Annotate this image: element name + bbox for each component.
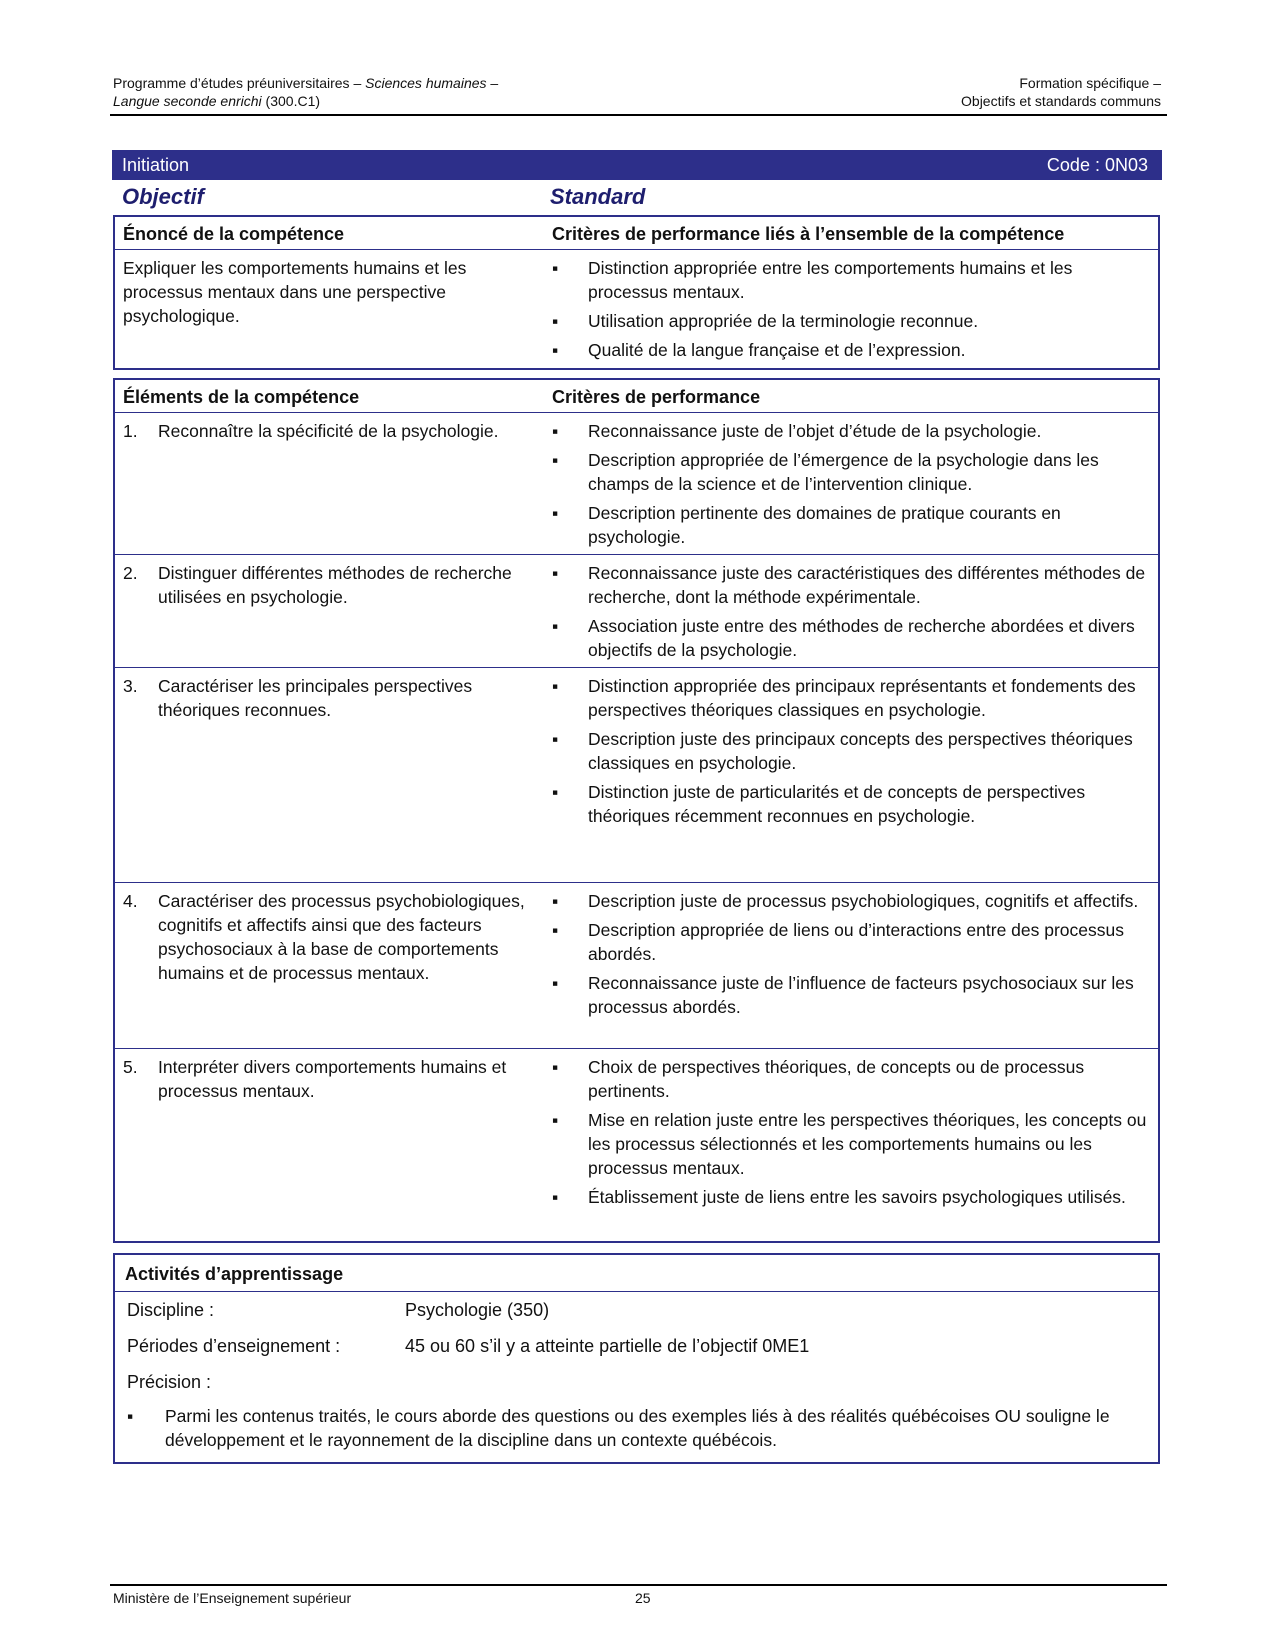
footer-rule — [110, 1584, 1167, 1586]
bullet-icon: ▪ — [552, 258, 559, 278]
footer-ministry: Ministère de l’Enseignement supérieur — [113, 1590, 352, 1606]
element-criteria-list — [552, 674, 1152, 833]
element-number: 3. — [123, 676, 138, 696]
list-item — [552, 256, 1152, 304]
list-item — [552, 338, 1152, 362]
element-criteria-list — [552, 1055, 1152, 1214]
header-program: Programme d’études préuniversitaires – — [113, 75, 366, 91]
criterion-text: Reconnaissance juste des caractéristiques des différentes méthodes de recherche, dont la méthode expérimentale. — [588, 563, 1146, 607]
bullet-icon: ▪ — [552, 616, 559, 636]
bullet-icon: ▪ — [552, 563, 559, 583]
header-profile: Langue seconde enrichi — [113, 93, 262, 109]
bullet-icon: ▪ — [552, 1057, 559, 1077]
element-row-5 — [115, 1049, 1158, 1241]
element-number: 5. — [123, 1057, 138, 1077]
element-row-3 — [115, 668, 1158, 883]
criterion-text: Reconnaissance juste de l’influence de facteurs psychosociaux sur les processus abordés. — [588, 973, 1134, 1017]
header-program-name: Sciences humaines — [365, 75, 487, 91]
elements-criteria-heading: Critères de performance — [552, 387, 761, 407]
precision-bullet — [115, 1400, 1158, 1462]
bullet-icon: ▪ — [552, 450, 559, 470]
header-right-line2: Objectifs et standards communs — [961, 93, 1161, 109]
element-row-2 — [115, 555, 1158, 668]
element-number: 2. — [123, 563, 138, 583]
competence-box — [113, 215, 1160, 370]
criterion-text: Reconnaissance juste de l’objet d’étude de la psychologie. — [588, 421, 1042, 441]
list-item — [552, 889, 1152, 913]
bullet-icon: ▪ — [552, 729, 559, 749]
bullet-icon: ▪ — [552, 1187, 559, 1207]
element-row-1 — [115, 413, 1158, 555]
discipline-line — [115, 1292, 1158, 1328]
element-criteria-list — [552, 889, 1152, 1024]
list-item — [552, 448, 1152, 496]
header-rule — [110, 114, 1167, 116]
list-item — [552, 918, 1152, 966]
precision-text: Parmi les contenus traités, le cours aborde des questions ou des exemples liés à des réalités québécoises OU souligne le développement et le rayonnement de la discipline dans un contexte québécois. — [165, 1406, 1110, 1450]
element-text: Caractériser des processus psychobiologiques, cognitifs et affectifs ainsi que des facteurs psychosociaux à la base de comportements humains et de processus mentaux. — [158, 891, 525, 983]
elements-box — [113, 378, 1160, 1243]
bullet-icon: ▪ — [552, 676, 559, 696]
competence-criteria-heading: Critères de performance liés à l’ensemble de la compétence — [552, 224, 1065, 244]
precision-line — [115, 1364, 1158, 1400]
criterion-text: Association juste entre des méthodes de recherche abordées et divers objectifs de la psychologie. — [588, 616, 1135, 660]
periods-line — [115, 1328, 1158, 1364]
course-code: Code : 0N03 — [1046, 155, 1148, 175]
criterion-text: Description pertinente des domaines de pratique courants en psychologie. — [588, 503, 1061, 547]
criterion-text: Description appropriée de l’émergence de la psychologie dans les champs de la science et de l’intervention clinique. — [588, 450, 1099, 494]
element-number: 1. — [123, 421, 138, 441]
competence-box-header — [115, 217, 1158, 250]
element-text: Reconnaître la spécificité de la psychologie. — [158, 421, 499, 441]
criterion-text: Description appropriée de liens ou d’interactions entre des processus abordés. — [588, 920, 1124, 964]
list-item — [552, 501, 1152, 549]
section-label-objectif: Objectif — [122, 184, 204, 209]
header-right-line1: Formation spécifique – — [1019, 75, 1161, 91]
section-label-standard: Standard — [550, 184, 646, 209]
competence-criteria-list — [552, 256, 1152, 367]
competence-row — [115, 250, 1158, 370]
bullet-icon: ▪ — [127, 1406, 134, 1426]
bullet-icon: ▪ — [552, 340, 559, 360]
periods-value: 45 ou 60 s’il y a atteinte partielle de l’objectif 0ME1 — [405, 1336, 810, 1356]
list-item — [552, 309, 1152, 333]
course-title: Initiation — [122, 155, 190, 175]
header-profile-code: (300.C1) — [261, 93, 321, 109]
bullet-icon: ▪ — [552, 1110, 559, 1130]
title-bar — [112, 150, 1162, 180]
list-item — [552, 1185, 1152, 1209]
criterion-text: Mise en relation juste entre les perspectives théoriques, les concepts ou les processus sélectionnés et les comportements humains ou les processus mentaux. — [588, 1110, 1147, 1178]
list-item — [552, 1108, 1152, 1180]
activities-box — [113, 1253, 1160, 1464]
list-item — [552, 971, 1152, 1019]
elements-heading: Éléments de la compétence — [123, 387, 360, 407]
criterion-text: Description juste des principaux concepts des perspectives théoriques classiques en psychologie. — [588, 729, 1133, 773]
page-number: 25 — [635, 1590, 651, 1606]
elements-box-header — [115, 380, 1158, 413]
bullet-icon: ▪ — [552, 920, 559, 940]
element-criteria-list — [552, 419, 1152, 554]
list-item — [552, 614, 1152, 662]
element-number: 4. — [123, 891, 138, 911]
discipline-label: Discipline : — [127, 1300, 215, 1320]
bullet-icon: ▪ — [552, 782, 559, 802]
list-item — [552, 780, 1152, 828]
list-item — [552, 674, 1152, 722]
list-item — [552, 419, 1152, 443]
discipline-value: Psychologie (350) — [405, 1300, 550, 1320]
activities-heading: Activités d’apprentissage — [115, 1255, 1158, 1292]
criterion-text: Établissement juste de liens entre les savoirs psychologiques utilisés. — [588, 1187, 1126, 1207]
list-item — [552, 1055, 1152, 1103]
bullet-icon: ▪ — [552, 311, 559, 331]
element-criteria-list — [552, 561, 1152, 667]
criterion-text: Utilisation appropriée de la terminologie reconnue. — [588, 311, 979, 331]
list-item — [552, 727, 1152, 775]
element-text: Distinguer différentes méthodes de recherche utilisées en psychologie. — [158, 563, 512, 607]
bullet-icon: ▪ — [552, 891, 559, 911]
element-text: Caractériser les principales perspectives théoriques reconnues. — [158, 676, 473, 720]
competence-statement-heading: Énoncé de la compétence — [123, 224, 345, 244]
bullet-icon: ▪ — [552, 421, 559, 441]
bullet-icon: ▪ — [552, 503, 559, 523]
header-left-line1 — [113, 74, 498, 92]
criterion-text: Distinction appropriée des principaux représentants et fondements des perspectives théoriques classiques en psychologie. — [588, 676, 1136, 720]
element-text: Interpréter divers comportements humains et processus mentaux. — [158, 1057, 507, 1101]
criterion-text: Description juste de processus psychobiologiques, cognitifs et affectifs. — [588, 891, 1139, 911]
criterion-text: Distinction appropriée entre les comportements humains et les processus mentaux. — [588, 258, 1073, 302]
bullet-icon: ▪ — [552, 973, 559, 993]
criterion-text: Qualité de la langue française et de l’expression. — [588, 340, 966, 360]
criterion-text: Choix de perspectives théoriques, de concepts ou de processus pertinents. — [588, 1057, 1085, 1101]
header-dash: – — [486, 75, 499, 91]
competence-statement: Expliquer les comportements humains et les processus mentaux dans une perspective psychologique. — [123, 258, 467, 326]
element-row-4 — [115, 883, 1158, 1049]
criterion-text: Distinction juste de particularités et de concepts de perspectives théoriques récemment reconnues en psychologie. — [588, 782, 1086, 826]
header-left-line2 — [113, 92, 320, 110]
list-item — [552, 561, 1152, 609]
precision-label: Précision : — [127, 1372, 212, 1392]
periods-label: Périodes d’enseignement : — [127, 1336, 341, 1356]
